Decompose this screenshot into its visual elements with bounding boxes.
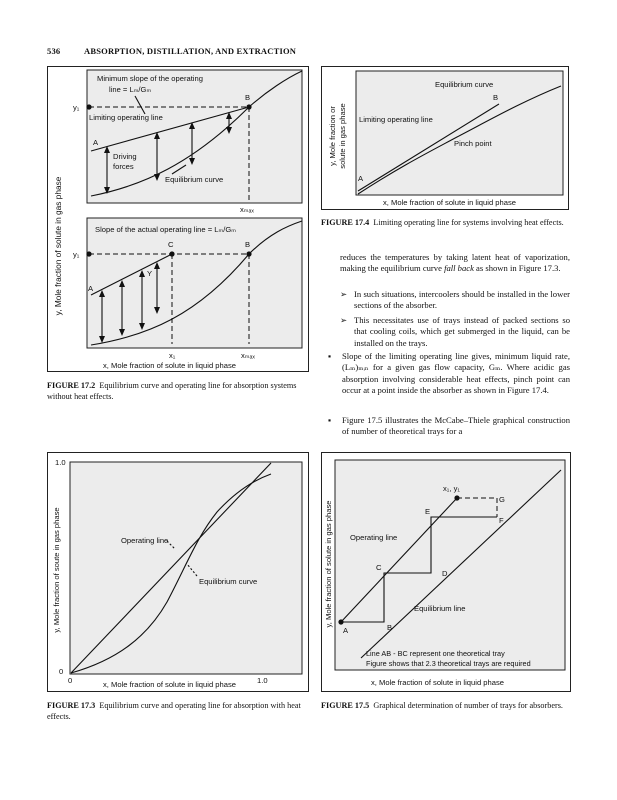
top-y1-point bbox=[86, 104, 91, 109]
equilibrium-label: Equilibrium line bbox=[414, 604, 466, 613]
top-point-label: x₁, y₁ bbox=[443, 484, 460, 493]
equilibrium-label: Equilibrium curve bbox=[435, 80, 494, 89]
y-axis-line2: solute in gas phase bbox=[338, 103, 347, 169]
page-number: 536 bbox=[47, 46, 61, 56]
bullet-2 bbox=[328, 415, 570, 438]
y-axis-line1: y, Mole fraction or bbox=[328, 106, 337, 166]
y-axis-label: y, Mole fraction of soute in gas phase bbox=[52, 507, 61, 633]
arrow-marker: ➢ bbox=[340, 289, 348, 299]
top-equilibrium-label: Equilibrium curve bbox=[165, 175, 224, 184]
y-tick-zero: 0 bbox=[59, 667, 64, 676]
note-line1: Line AB - BC represent one theoretical tray bbox=[366, 649, 505, 658]
sub-bullet-1 bbox=[340, 289, 570, 312]
top-title-line1: Minimum slope of the operating bbox=[97, 74, 203, 83]
x-axis-label: x, Mole fraction of solute in liquid phase bbox=[103, 680, 236, 689]
bottom-x-axis-label: x, Mole fraction of solute in liquid phase bbox=[103, 361, 236, 370]
x-tick-zero: 0 bbox=[68, 676, 73, 685]
bottom-x1-label: x₁ bbox=[169, 351, 176, 360]
pinch-label: Pinch point bbox=[454, 139, 492, 148]
bottom-y1-point bbox=[86, 251, 91, 256]
equilibrium-label: Equilibrium curve bbox=[199, 577, 258, 586]
caption-text: Equilibrium curve and operating line for absorption with heat effects. bbox=[47, 701, 301, 721]
note-line2: Figure shows that 2.3 theoretical trays are required bbox=[366, 659, 531, 668]
label-e: E bbox=[425, 507, 431, 516]
caption-label: FIGURE 17.5 bbox=[321, 701, 370, 710]
bullet-marker: ▪ bbox=[328, 415, 332, 425]
y-tick-top: 1.0 bbox=[55, 458, 66, 467]
figure-17-5-caption bbox=[321, 701, 571, 712]
caption-label: FIGURE 17.2 bbox=[47, 381, 96, 390]
para1-post: as shown in Figure 17.3. bbox=[473, 263, 561, 274]
bullet-1 bbox=[328, 351, 570, 397]
bottom-y-label: Y bbox=[147, 269, 153, 278]
sub-bullet-1-text: In such situations, intercoolers should be installed in the lower sections of the absorber. bbox=[354, 289, 570, 311]
bottom-point-c bbox=[169, 251, 174, 256]
caption-label: FIGURE 17.4 bbox=[321, 218, 370, 227]
top-point bbox=[454, 495, 459, 500]
caption-label: FIGURE 17.3 bbox=[47, 701, 96, 710]
chart-area bbox=[70, 462, 302, 674]
bullet-2-text: Figure 17.5 illustrates the McCabe–Thiele graphical construction of number of theoretical trays for a bbox=[342, 415, 570, 437]
caption-text: Graphical determination of number of trays for absorbers. bbox=[373, 701, 563, 710]
running-title: ABSORPTION, DISTILLATION, AND EXTRACTION bbox=[84, 46, 297, 56]
figure-17-5 bbox=[321, 452, 571, 692]
figure-17-3 bbox=[47, 452, 309, 692]
bottom-c-label: C bbox=[168, 240, 174, 249]
caption-text: Limiting operating line for systems involving heat effects. bbox=[373, 218, 564, 227]
top-a-label: A bbox=[93, 138, 99, 147]
sub-bullet-2-text: This necessitates use of trays instead of packed sections so that cooling coils, which get submerged in the liquid, can be installed on the trays. bbox=[354, 315, 570, 348]
bottom-a-label: A bbox=[88, 284, 94, 293]
label-f: F bbox=[499, 516, 504, 525]
para1-em: fall back bbox=[444, 263, 474, 274]
x-tick-one: 1.0 bbox=[257, 676, 268, 685]
label-a: A bbox=[343, 626, 349, 635]
figure-17-4-caption bbox=[321, 218, 571, 229]
caption-text: Equilibrium curve and operating line for absorption systems without heat effects. bbox=[47, 381, 297, 401]
point-a-label: A bbox=[358, 174, 364, 183]
bullet-marker: ▪ bbox=[328, 351, 332, 361]
x-axis-label: x, Mole fraction of solute in liquid phase bbox=[371, 678, 504, 687]
figure-17-3-caption bbox=[47, 701, 309, 722]
para1-pre: reduces the temperatures by taking latent heat of vaporization, making the equilibrium curve bbox=[340, 252, 570, 274]
top-b-label: B bbox=[245, 93, 251, 102]
sub-bullet-2 bbox=[340, 315, 570, 349]
arrow-marker: ➢ bbox=[340, 315, 348, 325]
top-limiting-label: Limiting operating line bbox=[89, 113, 163, 122]
bottom-xmax-label: xₘₐₓ bbox=[241, 351, 255, 360]
figure-17-2 bbox=[47, 66, 309, 372]
label-b: B bbox=[387, 623, 393, 632]
x-axis-label: x, Mole fraction of solute in liquid phase bbox=[383, 198, 516, 207]
bottom-y1-label: y₁ bbox=[73, 250, 80, 259]
top-title-line2: line = Lₘ/Gₘ bbox=[109, 85, 152, 94]
top-driving-line1: Driving bbox=[113, 152, 137, 161]
operating-label: Operating line bbox=[121, 536, 169, 545]
top-driving-line2: forces bbox=[113, 162, 134, 171]
figure-17-2-caption bbox=[47, 381, 309, 402]
point-b-label: B bbox=[493, 93, 499, 102]
body-paragraph-1 bbox=[340, 252, 570, 275]
label-g: G bbox=[499, 495, 505, 504]
operating-label: Operating line bbox=[350, 533, 398, 542]
point-a bbox=[338, 619, 343, 624]
bullet-1-text: Slope of the limiting operating line gives, minimum liquid rate, (Lₘ)ₘᵢₙ for a given gas flow capacity, Gₘ. Where acidic gas absorption involving considerable heat effects, pinch point can occur at a point inside the absorber as shown in Figure 17.4. bbox=[342, 351, 570, 396]
label-c: C bbox=[376, 563, 382, 572]
y-axis-label: y, Mole fraction of solute in gas phase bbox=[53, 176, 63, 316]
label-d: D bbox=[442, 569, 448, 578]
y-axis-label: y, Mole fraction of solute in gas phase bbox=[324, 500, 333, 628]
bottom-b-label: B bbox=[245, 240, 251, 249]
top-xmax-label: xₘₐₓ bbox=[240, 205, 254, 214]
figure-17-4 bbox=[321, 66, 569, 210]
bottom-title: Slope of the actual operating line = Lₘ/Gₘ bbox=[95, 225, 236, 234]
limiting-label: Limiting operating line bbox=[359, 115, 433, 124]
top-y1-label: y₁ bbox=[73, 103, 80, 112]
